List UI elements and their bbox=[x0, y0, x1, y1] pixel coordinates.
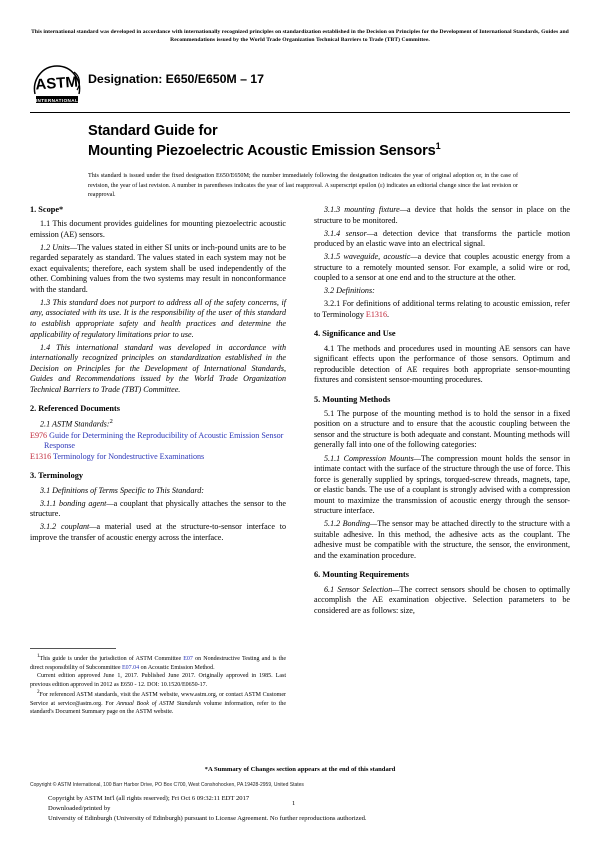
title-block bbox=[88, 122, 570, 200]
link-e1316-inline[interactable]: E1316 bbox=[365, 309, 388, 319]
para-3-1-4-label: 3.1.4 sensor— bbox=[324, 228, 374, 238]
para-5-1-2-text: The sensor may be attached directly to the structure with a suitable adhesive. In this method, the adhesive acts as the couplant. The adhesive must be compatible with the structure, the sensor, the environment, and the examination procedure. bbox=[314, 519, 570, 560]
page-number: 1 bbox=[292, 800, 296, 807]
para-3-1-5 bbox=[314, 252, 570, 284]
para-3-2-1 bbox=[314, 299, 570, 320]
footnote-2-italic: Annual Book of ASTM Standards bbox=[116, 700, 201, 707]
heading-referenced-documents: 2. Referenced Documents bbox=[30, 404, 120, 414]
designation-label: Designation: E650/E650M – 17 bbox=[88, 72, 264, 86]
para-1-2 bbox=[30, 243, 286, 296]
para-3-1-1 bbox=[30, 499, 286, 520]
page-title bbox=[88, 122, 570, 161]
para-3-1-3-text: a device that holds the sensor in place on the structure to be monitored. bbox=[314, 205, 570, 225]
para-3-2-1-text-a: 3.2.1 For definitions of additional terms relating to acoustic emission, refer to Terminology bbox=[314, 299, 570, 319]
para-6-1-label: 6.1 Sensor Selection— bbox=[324, 584, 400, 594]
footnote-block bbox=[30, 653, 286, 717]
subheading-3-1 bbox=[30, 486, 286, 497]
para-1-2-label: 1.2 Units— bbox=[40, 242, 78, 252]
reference-entry-e976[interactable] bbox=[30, 431, 286, 452]
para-3-1-4-text: a detection device that transforms the particle motion produced by an elastic wave into an electrical signal. bbox=[314, 228, 570, 249]
summary-of-changes-note: *A Summary of Changes section appears at the end of this standard bbox=[204, 766, 396, 773]
footnote-1-marker: 1 bbox=[37, 653, 40, 659]
para-3-1-2-text: a material used at the structure-to-sensor interface to improve the transfer of acoustic energy across the interface. bbox=[30, 522, 286, 542]
para-3-1-5-label: 3.1.5 waveguide, acoustic— bbox=[324, 252, 418, 262]
footnote-divider bbox=[30, 648, 116, 649]
para-5-1-1-text: The compression mount holds the sensor in intimate contact with the surface of the structure through the use of force. This force is generally supplied by springs, torqued-screw threads, magnets, tape, or elastic bands. The use of a couplant is strongly advised with a compression mount to maximize the transmission of acoustic energy through the sensor-structure interface. bbox=[314, 453, 570, 516]
para-3-1-2 bbox=[30, 522, 286, 543]
right-column bbox=[314, 205, 570, 616]
para-6-1 bbox=[314, 585, 570, 617]
subheading-astm-standards bbox=[30, 418, 286, 430]
para-4-1: 4.1 The methods and procedures used in mounting AE sensors can have significant effects upon the performance of those sensors. Optimum and reproducible detection of AE requires both appropriate sensor-mounting fixtures and consistent sensor-mounting procedures. bbox=[314, 343, 570, 385]
para-5-1-2 bbox=[314, 519, 570, 561]
heading-significance-and-use: 4. Significance and Use bbox=[314, 329, 396, 339]
para-5-1-1 bbox=[314, 454, 570, 517]
reference-title-e1316[interactable]: Terminology for Nondestructive Examinations bbox=[53, 451, 205, 461]
footnote-1-text-b: on Nondestructive Testing and is the direct responsibility of Subcommittee bbox=[30, 656, 286, 671]
para-1-4: 1.4 This international standard was developed in accordance with internationally recognized principles on standardization established in the Decision on Principles for the Development of International Standards, Guides and Recommendations issued by the World Trade Organization Technical Barriers to Trade (TBT) Committee. bbox=[30, 342, 286, 394]
para-1-1: 1.1 This document provides guidelines for mounting piezoelectric acoustic emission (AE) sensors. bbox=[30, 219, 286, 239]
download-printed-by-line: Downloaded/printed by bbox=[48, 805, 111, 813]
definitions-label: 3.2 Definitions: bbox=[324, 286, 375, 296]
para-3-1-4 bbox=[314, 229, 570, 250]
heading-scope: 1. Scope* bbox=[30, 205, 64, 214]
para-3-1-2-label: 3.1.2 couplant— bbox=[40, 522, 97, 532]
left-column bbox=[30, 205, 286, 716]
title-line-2: Mounting Piezoelectric Acoustic Emission Sensors bbox=[88, 143, 436, 160]
para-3-1-1-label: 3.1.1 bonding agent— bbox=[40, 498, 114, 508]
subheading-3-2 bbox=[314, 286, 570, 297]
svg-text:INTERNATIONAL: INTERNATIONAL bbox=[35, 97, 79, 103]
footnote-2-text-b: volume information, refer to the standard's Document Summary page on the ASTM website. bbox=[30, 700, 286, 716]
reference-title-e976[interactable]: Guide for Determining the Reproducibility of Acoustic Emission Sensor Response bbox=[44, 430, 284, 451]
title-line-1: Standard Guide for bbox=[88, 123, 218, 139]
designation-row bbox=[30, 60, 570, 112]
para-3-1-3 bbox=[314, 205, 570, 226]
para-3-2-1-text-b: . bbox=[387, 309, 390, 319]
download-info-block bbox=[48, 794, 498, 825]
title-divider bbox=[30, 112, 570, 113]
para-5-1-1-label: 5.1.1 Compression Mounts— bbox=[324, 453, 421, 463]
footnote-2-text-a: For referenced ASTM standards, visit the ASTM website, www.astm.org, or contact ASTM Customer Service at service@astm.org. For bbox=[30, 692, 286, 707]
footnote-2 bbox=[30, 689, 286, 717]
para-3-1-5-text: a device that couples acoustic energy from a structure to a remotely mounted sensor. For example, a solid wire or rod, coupled to a sensor at one end and to the structure at the other. bbox=[314, 252, 570, 283]
para-3-1-3-label: 3.1.3 mounting fixture— bbox=[324, 205, 407, 214]
reference-id-e976[interactable]: E976 bbox=[30, 430, 48, 440]
footnote-1 bbox=[30, 653, 286, 672]
reference-entry-e1316[interactable] bbox=[30, 452, 286, 463]
para-6-1-text: The correct sensors should be chosen to optimally accomplish the AE examination objective. Selection parameters to be considered are as follows: size, bbox=[314, 584, 571, 615]
para-5-1-2-label: 5.1.2 Bonding— bbox=[324, 519, 378, 529]
heading-terminology: 3. Terminology bbox=[30, 471, 84, 481]
link-e07[interactable]: E07 bbox=[183, 656, 193, 662]
tbt-banner: This international standard was developed in accordance with internationally recognized principles on standardization established in the Decision on Principles for the Development of International Standards, Guides and Recommendations issued by the World Trade Organization Technical Barriers to Trade (TBT) Committee. bbox=[31, 29, 569, 44]
para-1-2-text: The values stated in either SI units or inch-pound units are to be regarded separately as standard. The values stated in each system may not be exact equivalents; therefore, each system shall be used independently of the other. Combining values from the two systems may result in nonconformance with the standard. bbox=[30, 242, 286, 294]
reference-id-e1316[interactable]: E1316 bbox=[30, 451, 52, 461]
heading-mounting-methods: 5. Mounting Methods bbox=[314, 394, 391, 404]
astm-logo bbox=[30, 60, 84, 110]
para-3-1-1-text: a couplant that physically attaches the sensor to the structure. bbox=[30, 498, 286, 519]
footnote-1-text-a: This guide is under the jurisdiction of ASTM Committee bbox=[39, 656, 184, 662]
footnote-2-marker: 2 bbox=[37, 689, 40, 696]
svg-text:ASTM: ASTM bbox=[34, 73, 79, 94]
download-licensee-line: University of Edinburgh (University of Edinburgh) pursuant to License Agreement. No further reproductions authorized. bbox=[48, 815, 367, 823]
definitions-specific-label: 3.1 Definitions of Terms Specific to This Standard: bbox=[40, 485, 204, 495]
footnote-edition: Current edition approved June 1, 2017. Published June 2017. Originally approved in 1985. Last previous edition approved in 2012 as E650 - 12. DOI: 10.1520/E0650-17. bbox=[30, 673, 286, 688]
copyright-line: Copyright © ASTM International, 100 Barr Harbor Drive, PO Box C700, West Conshohocken, PA 19428-2959, United States bbox=[30, 782, 304, 788]
download-copyright-line: Copyright by ASTM Int'l (all rights reserved); Fri Oct 6 09:32:11 EDT 2017 bbox=[48, 795, 250, 802]
link-e07-04[interactable]: E07.04 bbox=[121, 664, 140, 671]
heading-mounting-requirements: 6. Mounting Requirements bbox=[314, 570, 410, 580]
title-footnote-marker: 1 bbox=[435, 141, 441, 152]
para-5-1: 5.1 The purpose of the mounting method is to hold the sensor in a fixed position on a structure and to ensure that the acoustic coupling between the sensor and the structure is both adequate and constant. Mounting methods will generally fall into one of the following categories: bbox=[314, 408, 570, 450]
astm-standards-label: 2.1 ASTM Standards: bbox=[40, 420, 110, 430]
footnote-1-text-c: on Acoustic Emission Method. bbox=[139, 664, 215, 671]
issue-note: This standard is issued under the fixed designation E650/E650M; the number immediately following the designation indicates the year of original adoption or, in the case of revision, the year of last revision. A number in parentheses indicates the year of last reapproval. A superscript epsilon (ε) indicates an editorial change since the last revision or reapproval. bbox=[88, 173, 518, 198]
astm-standards-footnote-marker: 2 bbox=[109, 418, 113, 426]
para-1-3: 1.3 This standard does not purport to address all of the safety concerns, if any, associated with its use. It is the responsibility of the user of this standard to establish appropriate safety and health practices and determine the applicability of regulatory limitations prior to use. bbox=[30, 297, 286, 339]
